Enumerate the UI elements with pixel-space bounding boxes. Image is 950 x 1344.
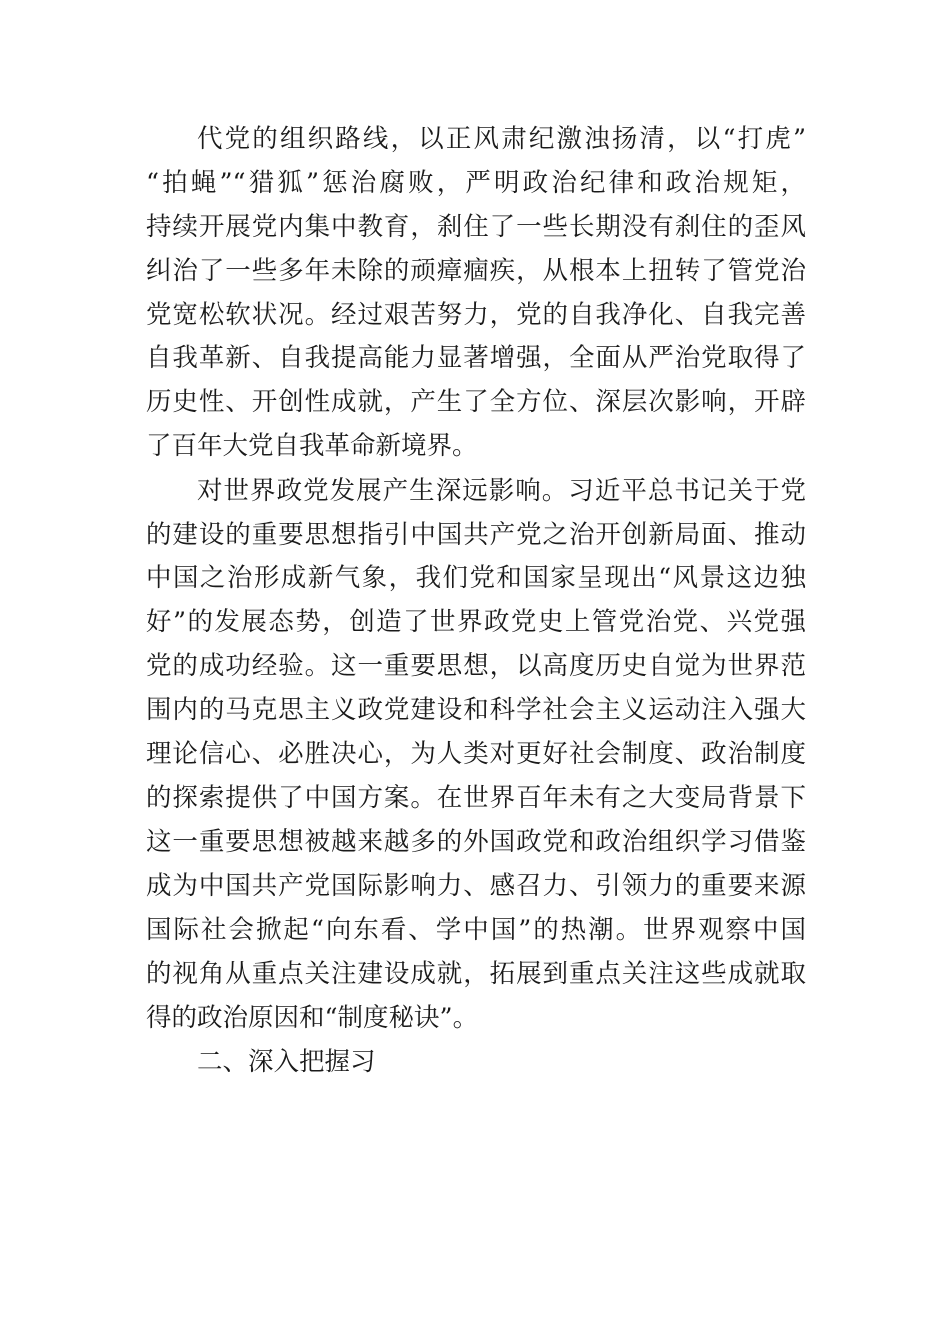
paragraph-line: 历史性、开创性成就，产生了全方位、深层次影响，开辟 — [146, 387, 806, 417]
paragraph-line: 得的政治原因和“制度秘诀”。 — [146, 1003, 479, 1033]
paragraph-line: 的建设的重要思想指引中国共产党之治开创新局面、推动 — [146, 520, 806, 550]
paragraph-line: 的视角从重点关注建设成就，拓展到重点关注这些成就取 — [146, 959, 806, 989]
paragraph-line: 围内的马克思主义政党建设和科学社会主义运动注入强大 — [146, 695, 806, 725]
paragraph-line: 成为中国共产党国际影响力、感召力、引领力的重要来源 — [146, 871, 806, 901]
section-heading: 二、深入把握习 — [197, 1047, 376, 1077]
paragraph-line: 持续开展党内集中教育，刹住了一些长期没有刹住的歪风 — [146, 212, 806, 242]
paragraph-line: 自我革新、自我提高能力显著增强，全面从严治党取得了 — [146, 343, 806, 373]
paragraph-line: 了百年大党自我革命新境界。 — [146, 431, 478, 461]
paragraph-line: 党的成功经验。这一重要思想，以高度历史自觉为世界范 — [146, 651, 806, 681]
paragraph-line: 理论信心、必胜决心，为人类对更好社会制度、政治制度 — [146, 739, 806, 769]
paragraph-line: 的探索提供了中国方案。在世界百年未有之大变局背景下 — [146, 783, 806, 813]
paragraph-line: 纠治了一些多年未除的顽瘴痼疾，从根本上扭转了管党治 — [146, 256, 806, 286]
paragraph-line: 这一重要思想被越来越多的外国政党和政治组织学习借鉴 — [146, 827, 806, 857]
paragraph-line: 中国之治形成新气象，我们党和国家呈现出“风景这边独 — [146, 563, 806, 593]
paragraph-line: “拍蝇”“猎狐”惩治腐败，严明政治纪律和政治规矩， — [146, 168, 806, 198]
paragraph-line: 好”的发展态势，创造了世界政党史上管党治党、兴党强 — [146, 607, 806, 637]
paragraph-line: 国际社会掀起“向东看、学中国”的热潮。世界观察中国 — [146, 915, 806, 945]
paragraph-line: 党宽松软状况。经过艰苦努力，党的自我净化、自我完善 — [146, 300, 806, 330]
paragraph-line: 对世界政党发展产生深远影响。习近平总书记关于党 — [197, 476, 806, 506]
paragraph-line: 代党的组织路线，以正风肃纪激浊扬清，以“打虎” — [197, 124, 806, 154]
